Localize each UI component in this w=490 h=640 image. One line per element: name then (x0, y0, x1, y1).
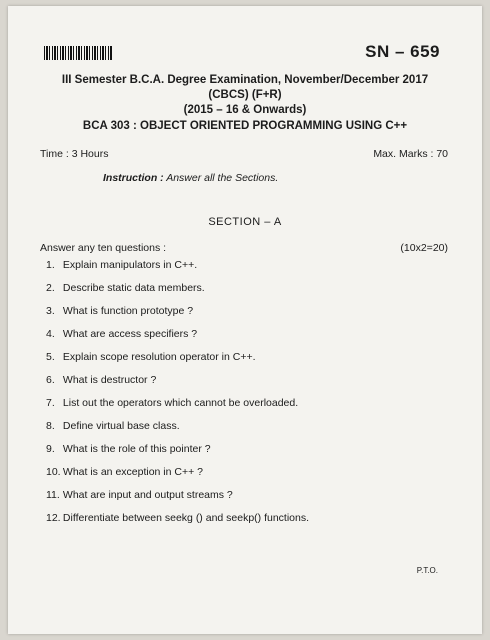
question-item: 4. What are access specifiers ? (46, 328, 198, 340)
header-line-4: BCA 303 : OBJECT ORIENTED PROGRAMMING USING C++ (82, 120, 408, 132)
answer-instruction: Answer any ten questions : (40, 242, 167, 254)
question-item: 6. What is destructor ? (46, 374, 157, 386)
instruction (103, 172, 278, 184)
question-item: 3. What is function prototype ? (46, 305, 194, 317)
answer-row (40, 242, 448, 254)
page-turn-note: P.T.O. (416, 566, 438, 575)
exam-paper (8, 6, 482, 634)
question-item: 2. Describe static data members. (46, 282, 205, 294)
question-item: 11. What are input and output streams ? (46, 489, 233, 501)
header-line-3: (2015 – 16 & Onwards) (183, 104, 307, 116)
question-item: 1. Explain manipulators in C++. (46, 259, 198, 271)
question-item: 7. List out the operators which cannot be overloaded. (46, 397, 299, 409)
instruction-text: Answer all the Sections. (166, 172, 279, 184)
max-marks-label: Max. Marks : 70 (373, 148, 448, 160)
question-item: 12. Differentiate between seekg () and seekp() functions. (46, 512, 310, 524)
instruction-label: Instruction : (103, 172, 164, 184)
exam-code: SN – 659 (365, 42, 440, 61)
section-title: SECTION – A (208, 216, 282, 228)
question-item: 8. Define virtual base class. (46, 420, 180, 432)
time-marks-row (40, 148, 448, 160)
question-item: 5. Explain scope resolution operator in C++. (46, 351, 256, 363)
question-item: 10. What is an exception in C++ ? (46, 466, 204, 478)
answer-marks: (10x2=20) (400, 242, 448, 254)
time-label: Time : 3 Hours (40, 148, 109, 160)
question-item: 9. What is the role of this pointer ? (46, 443, 211, 455)
header-line-2: (CBCS) (F+R) (208, 89, 282, 101)
header-line-1: III Semester B.C.A. Degree Examination, November/December 2017 (61, 74, 429, 86)
barcode (44, 46, 112, 60)
